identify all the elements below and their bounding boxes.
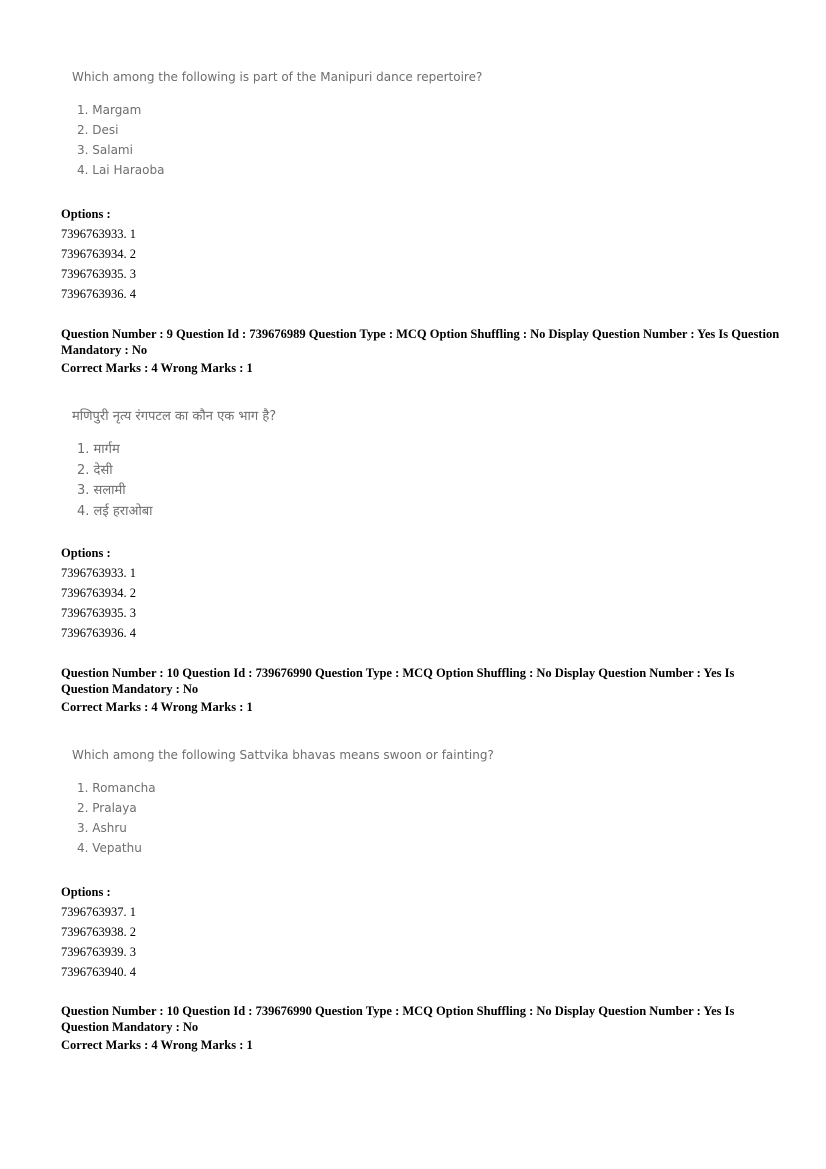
question-option-list <box>77 778 494 858</box>
question-option: 3. Salami <box>77 143 133 157</box>
question-meta-2 <box>61 666 781 716</box>
question-marks: Correct Marks : 4 Wrong Marks : 1 <box>61 361 253 375</box>
options-title: Options : <box>61 885 111 899</box>
option-row: 7396763937. 1 <box>61 905 136 919</box>
option-row: 7396763938. 2 <box>61 925 136 939</box>
question-option-list <box>77 100 482 180</box>
question-meta-header: Question Number : 9 Question Id : 739676989 Question Type : MCQ Option Shuffling : No Display Question Number : Yes Is Question Mandatory : No <box>61 327 780 357</box>
question-image-english-2 <box>72 748 494 858</box>
option-row: 7396763936. 4 <box>61 287 136 301</box>
question-meta-3 <box>61 1004 781 1054</box>
options-block-2 <box>61 543 136 643</box>
question-option-list <box>77 440 276 522</box>
options-title: Options : <box>61 546 111 560</box>
question-option: 4. Lai Haraoba <box>77 163 165 177</box>
question-meta-1 <box>61 327 781 377</box>
question-meta-header: Question Number : 10 Question Id : 739676990 Question Type : MCQ Option Shuffling : No Display Question Number : Yes Is Question Mandatory : No <box>61 1004 735 1034</box>
option-row: 7396763940. 4 <box>61 965 136 979</box>
option-row: 7396763933. 1 <box>61 227 136 241</box>
question-option: 1. Romancha <box>77 781 156 795</box>
question-option: 3. सलामी <box>77 483 126 498</box>
question-option: 1. Margam <box>77 103 142 117</box>
question-marks: Correct Marks : 4 Wrong Marks : 1 <box>61 1038 253 1052</box>
options-block-1 <box>61 204 136 304</box>
question-image-english-1 <box>72 70 482 180</box>
question-option: 1. मार्गम <box>77 442 120 457</box>
question-option: 2. Pralaya <box>77 801 137 815</box>
question-option: 2. देसी <box>77 462 113 478</box>
question-option: 4. लई हराओबा <box>77 503 153 519</box>
option-row: 7396763934. 2 <box>61 586 136 600</box>
question-option: 2. Desi <box>77 123 119 137</box>
question-image-hindi <box>72 406 276 522</box>
option-row: 7396763935. 3 <box>61 267 136 281</box>
question-option: 3. Ashru <box>77 821 127 835</box>
option-row: 7396763935. 3 <box>61 606 136 620</box>
options-block-3 <box>61 882 136 982</box>
option-row: 7396763936. 4 <box>61 626 136 640</box>
option-row: 7396763934. 2 <box>61 247 136 261</box>
option-row: 7396763939. 3 <box>61 945 136 959</box>
options-title: Options : <box>61 207 111 221</box>
question-text: Which among the following Sattvika bhavas means swoon or fainting? <box>72 748 494 762</box>
question-marks: Correct Marks : 4 Wrong Marks : 1 <box>61 700 253 714</box>
question-meta-header: Question Number : 10 Question Id : 739676990 Question Type : MCQ Option Shuffling : No Display Question Number : Yes Is Question Mandatory : No <box>61 666 735 696</box>
question-option: 4. Vepathu <box>77 841 142 855</box>
option-row: 7396763933. 1 <box>61 566 136 580</box>
question-text: Which among the following is part of the Manipuri dance repertoire? <box>72 70 483 84</box>
question-text: मणिपुरी नृत्य रंगपटल का कौन एक भाग है? <box>72 409 277 424</box>
